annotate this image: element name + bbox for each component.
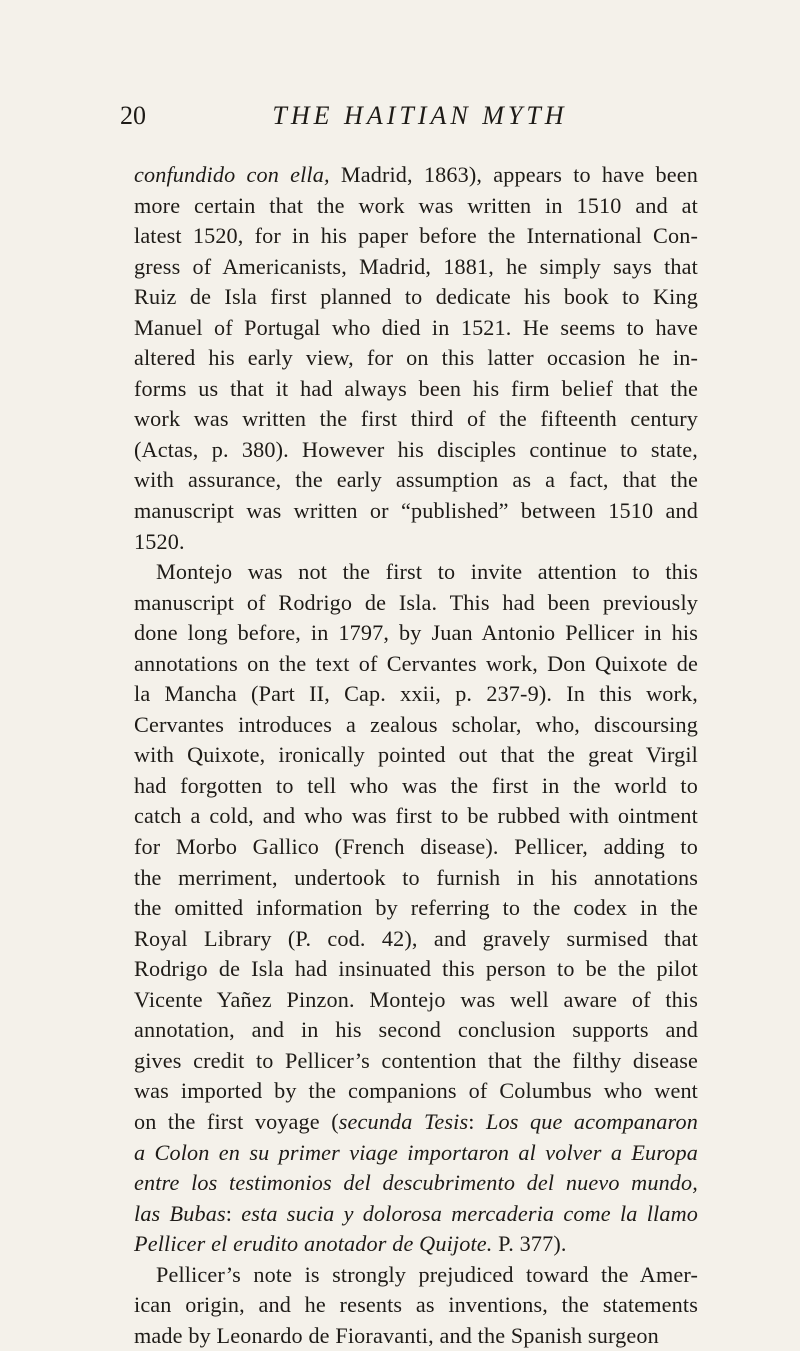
text-segment: Royal Library (P. cod. 42), and gravely surmised that (134, 925, 698, 951)
text-segment: manuscript of Rodrigo de Isla. This had been previously (134, 589, 698, 615)
text-line (134, 465, 698, 496)
text-segment: 1520. (134, 528, 185, 554)
text-segment: on the first voyage ( (134, 1108, 339, 1134)
italic-text: Los que acompanaron (486, 1108, 698, 1134)
italic-text: confundido con ella, (134, 162, 330, 187)
text-segment: Madrid, 1863), appears to have been (329, 162, 699, 187)
text-segment: Montejo was not the first to invite attention to this (156, 559, 698, 585)
text-segment: work was written the first third of the fifteenth century (134, 406, 698, 432)
text-line (134, 1168, 698, 1199)
text-segment: latest 1520, for in his paper before the International Con- (134, 223, 698, 249)
text-segment: Manuel of Portugal who died in 1521. He seems to have (134, 314, 698, 340)
text-line (134, 496, 698, 527)
text-line (134, 527, 698, 558)
text-segment: Pellicer’s note is strongly prejudiced toward the Amer- (156, 1261, 698, 1287)
page-number: 20 (120, 101, 146, 130)
text-line (134, 160, 698, 191)
italic-text: entre los testimonios del descubrimento del nuevo mundo, (134, 1170, 698, 1196)
text-segment: more certain that the work was written in 1510 and at (134, 192, 698, 218)
text-line (134, 863, 698, 894)
text-line (134, 1015, 698, 1046)
text-segment: Rodrigo de Isla had insinuated this person to be the pilot (134, 956, 698, 982)
paragraph (134, 557, 698, 1260)
text-segment: the omitted information by referring to the codex in the (134, 895, 698, 921)
text-line (134, 832, 698, 863)
italic-text: secunda Tesis (338, 1108, 469, 1134)
text-segment: done long before, in 1797, by Juan Antonio Pellicer in his (134, 620, 698, 646)
text-segment: : (225, 1200, 242, 1226)
text-line (134, 1199, 698, 1230)
text-line (134, 649, 698, 680)
text-segment: catch a cold, and who was first to be rubbed with ointment (134, 803, 698, 829)
running-title: THE HAITIAN MYTH (272, 101, 568, 130)
text-segment: annotations on the text of Cervantes work, Don Quixote de (134, 650, 698, 676)
text-line (134, 1290, 698, 1321)
text-line (134, 740, 698, 771)
text-segment: gives credit to Pellicer’s contention that the filthy disease (134, 1047, 698, 1073)
text-line (134, 618, 698, 649)
text-segment: made by Leonardo de Fioravanti, and the Spanish surgeon (134, 1322, 659, 1348)
text-segment: the merriment, undertook to furnish in his annotations (134, 864, 698, 890)
text-line (134, 801, 698, 832)
text-segment: Ruiz de Isla first planned to dedicate his book to King (134, 284, 698, 310)
text-line (134, 588, 698, 619)
text-line (134, 1107, 698, 1138)
italic-text: las Bubas (134, 1200, 226, 1226)
italic-text: esta sucia y dolorosa mercaderia come la llamo (241, 1200, 699, 1226)
text-segment: Vicente Yañez Pinzon. Montejo was well aware of this (134, 986, 698, 1012)
text-line (134, 374, 698, 405)
text-segment: had forgotten to tell who was the first in the world to (134, 772, 698, 798)
text-line (134, 435, 698, 466)
text-segment: for Morbo Gallico (French disease). Pellicer, adding to (134, 834, 698, 860)
text-segment: annotation, and in his second conclusion supports and (134, 1017, 698, 1043)
text-segment: (Actas, p. 380). However his disciples continue to state, (134, 436, 698, 462)
text-line (134, 985, 698, 1016)
text-line (134, 1046, 698, 1077)
text-line (134, 954, 698, 985)
text-segment: forms us that it had always been his firm belief that the (134, 375, 698, 401)
body-text (134, 160, 698, 1351)
italic-text: Pellicer el erudito anotador de Quijote. (134, 1231, 493, 1257)
text-line (134, 191, 698, 222)
text-line (134, 1321, 698, 1351)
text-line (134, 557, 698, 588)
text-segment: manuscript was written or “published” between 1510 and (134, 498, 698, 524)
text-line (134, 221, 698, 252)
text-line (134, 313, 698, 344)
running-header (0, 98, 800, 134)
text-segment: altered his early view, for on this latter occasion he in- (134, 345, 698, 371)
text-line (134, 924, 698, 955)
text-line (134, 1138, 698, 1169)
text-line (134, 679, 698, 710)
text-line (134, 893, 698, 924)
text-segment: with Quixote, ironically pointed out that the great Virgil (134, 742, 698, 768)
text-segment: with assurance, the early assumption as a fact, that the (134, 467, 698, 493)
text-segment: Cervantes introduces a zealous scholar, who, discoursing (134, 711, 698, 737)
text-segment: : (468, 1108, 487, 1134)
text-segment: la Mancha (Part II, Cap. xxii, p. 237-9). In this work, (134, 681, 698, 707)
text-segment: P. 377). (492, 1231, 567, 1257)
text-line (134, 282, 698, 313)
text-segment: was imported by the companions of Columbus who went (134, 1078, 698, 1104)
text-line (134, 404, 698, 435)
text-line (134, 343, 698, 374)
italic-text: a Colon en su primer viage importaron al volver a Europa (134, 1139, 698, 1165)
text-line (134, 1260, 698, 1291)
text-line (134, 1229, 698, 1260)
text-line (134, 252, 698, 283)
text-line (134, 771, 698, 802)
paragraph (134, 1260, 698, 1351)
paragraph (134, 160, 698, 557)
text-segment: ican origin, and he resents as inventions, the statements (134, 1292, 698, 1318)
text-line (134, 1076, 698, 1107)
text-line (134, 710, 698, 741)
text-segment: gress of Americanists, Madrid, 1881, he simply says that (134, 253, 698, 279)
